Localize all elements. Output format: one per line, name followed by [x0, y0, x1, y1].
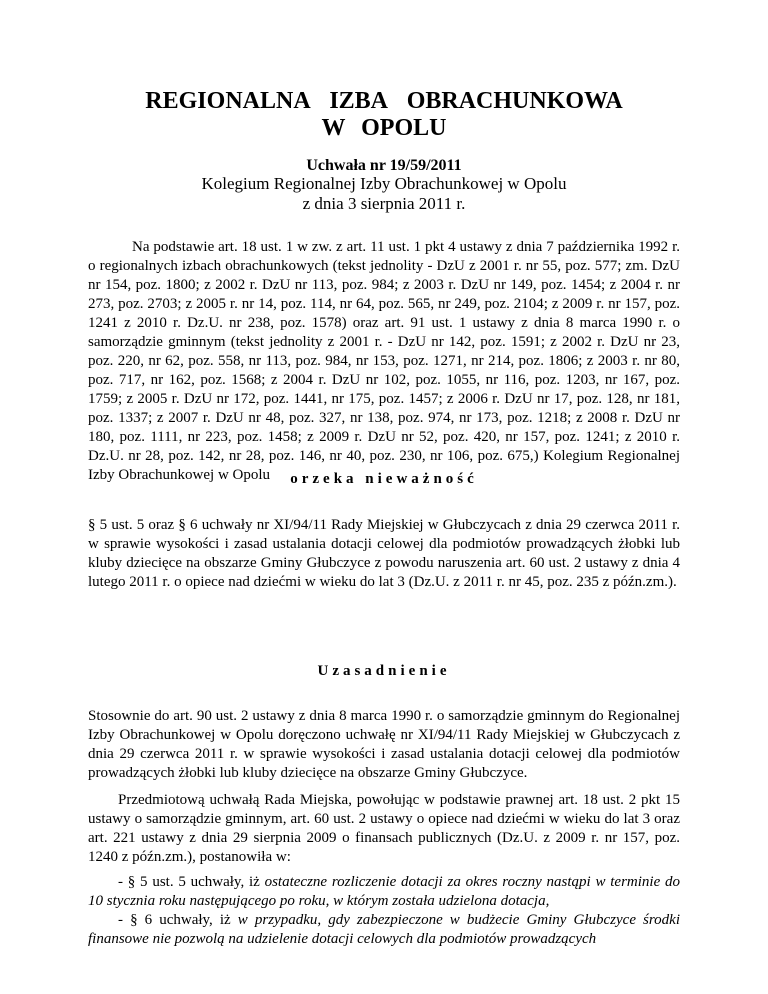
- institution-name-line1: REGIONALNA IZBA OBRACHUNKOWA: [145, 88, 623, 114]
- issuer-line: Kolegium Regionalnej Izby Obrachunkowej w Opolu: [201, 174, 567, 193]
- legal-basis-paragraph: Na podstawie art. 18 ust. 1 w zw. z art. 11 ust. 1 pkt 4 ustawy z dnia 7 października 1992 r. o regionalnych izbach obrachunkowych (tekst jednolity - DzU z 2001 r. nr 55, poz. 577; zm. DzU nr 154, poz. 1800; z 2002 r. DzU nr 113, poz. 984; z 2003 r. DzU nr 149, poz. 1454; z 2004 r. nr 273, poz. 2703; z 2005 r. nr 14, poz. 114, nr 64, poz. 565, nr 249, poz. 2104; z 2009 r. nr 157, poz. 1241 z 2010 r. Dz.U. nr 238, poz. 1578) oraz art. 91 ust. 1 ustawy z dnia 8 marca 1990 r. o samorządzie gminnym (tekst jednolity z 2001 r. - DzU nr 142, poz. 1591; z 2002 r. DzU nr 23, poz. 220, nr 62, poz. 558, nr 113, poz. 984, nr 153, poz. 1271, nr 214, poz. 1806; z 2003 r. nr 80, poz. 717, nr 162, poz. 1568; z 2004 r. DzU nr 102, poz. 1055, nr 116, poz. 1203, nr 167, poz. 1759; z 2005 r. DzU nr 172, poz. 1441, nr 175, poz. 1457; z 2006 r. DzU nr 17, poz. 128, nr 181, poz. 1337; z 2007 r. DzU nr 48, poz. 327, nr 138, poz. 974, nr 173, poz. 1218; z 2008 r. DzU nr 180, poz. 1111, nr 223, poz. 1458; z 2009 r. DzU nr 52, poz. 420, nr 157, poz. 1241; z 2010 r. Dz.U. nr 28, poz. 142, nr 28, poz. 146, nr 40, poz. 230, nr 106, poz. 675,) Kolegium Regionalnej Izby Obrachunkowej w Opolu: [88, 239, 680, 483]
- decision-heading: orzeka nieważność: [290, 471, 478, 487]
- decision-paragraph: § 5 ust. 5 oraz § 6 uchwały nr XI/94/11 Rady Miejskiej w Głubczycach z dnia 29 czerwca 2011 r. w sprawie wysokości i zasad ustalania dotacji celowej dla podmiotów prowadzących żłobki lub kluby dziecięce na obszarze Gminy Głubczyce z powodu naruszenia art. 60 ust. 2 ustawy z dnia 4 lutego 2011 r. o opiece nad dziećmi w wieku do lat 3 (Dz.U. z 2011 r. nr 45, poz. 235 z późn.zm.).: [88, 517, 680, 590]
- list-item-section-6: [88, 911, 680, 949]
- quoted-provision: ostateczne rozliczenie dotacji za okres roczny nastąpi w terminie do 10 stycznia roku następującego po roku, w którym została udzielona dotacja,: [88, 874, 680, 909]
- quoted-provision: w przypadku, gdy zabezpieczone w budżecie Gminy Głubczyce środki finansowe nie pozwolą na udzielenie dotacji celowych dla podmiotów prowadzących: [88, 912, 680, 947]
- resolution-date: z dnia 3 sierpnia 2011 r.: [302, 194, 466, 213]
- resolution-number: Uchwała nr 19/59/2011: [306, 157, 462, 174]
- list-item-section-5: [88, 873, 680, 911]
- list-item-lead: - § 6 uchwały, iż: [118, 912, 238, 928]
- justification-heading: Uzasadnienie: [317, 663, 451, 679]
- justification-paragraph-2: Przedmiotową uchwałą Rada Miejska, powołując w podstawie prawnej art. 18 ust. 2 pkt 15 ustawy o samorządzie gminnym, art. 60 ust. 2 ustawy o opiece nad dziećmi w wieku do lat 3 oraz art. 221 ustawy z dnia 29 sierpnia 2009 o finansach publicznych (Dz.U. z 2009 r. nr 157, poz. 1240 z późn.zm.), postanowiła w:: [88, 792, 680, 865]
- justification-paragraph-1: Stosownie do art. 90 ust. 2 ustawy z dnia 8 marca 1990 r. o samorządzie gminnym do Regionalnej Izby Obrachunkowej w Opolu doręczono uchwałę nr XI/94/11 Rady Miejskiej w Głubczycach z dnia 29 czerwca 2011 r. w sprawie wysokości i zasad ustalania dotacji celowej dla podmiotów prowadzących żłobki lub kluby dziecięce na obszarze Gminy Głubczyce.: [88, 708, 680, 781]
- institution-name-line2: W OPOLU: [321, 115, 447, 141]
- list-item-lead: - § 5 ust. 5 uchwały, iż: [118, 874, 265, 890]
